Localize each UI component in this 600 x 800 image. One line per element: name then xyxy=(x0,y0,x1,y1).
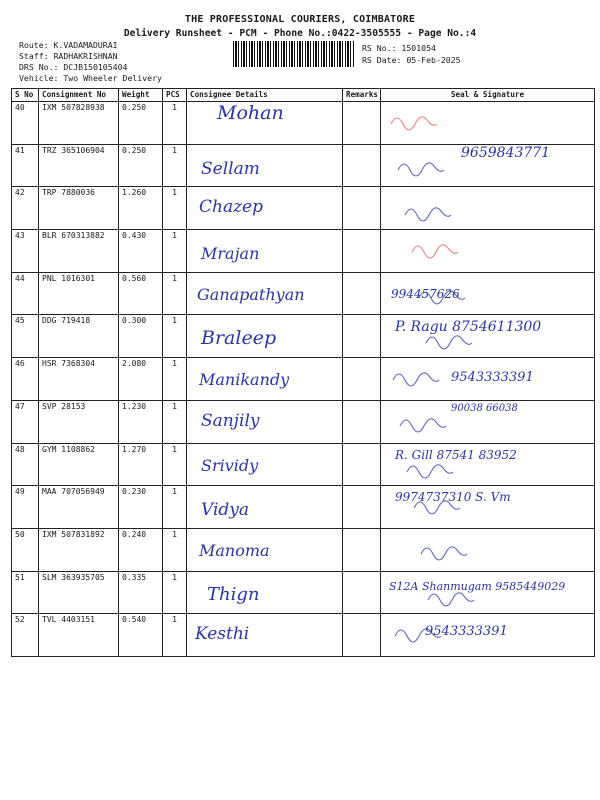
row-seal-signature xyxy=(381,230,595,273)
row-sno xyxy=(12,358,39,401)
row-remarks xyxy=(343,102,381,145)
table-row xyxy=(12,614,595,657)
col-sno: S No xyxy=(12,89,39,102)
row-consignment-no xyxy=(39,528,119,571)
row-pcs-text: 1 xyxy=(172,273,177,283)
row-sno xyxy=(12,571,39,614)
row-sno-text: 42 xyxy=(15,188,25,198)
table-row xyxy=(12,272,595,315)
consignee-handwritten-name: Mohan xyxy=(217,102,284,124)
row-consignment-no xyxy=(39,144,119,187)
row-remarks xyxy=(343,144,381,187)
row-pcs xyxy=(163,443,187,486)
signature-scribble xyxy=(381,614,595,654)
row-pcs xyxy=(163,400,187,443)
row-weight-text: 0.430 xyxy=(122,231,147,241)
signature-scribble xyxy=(381,401,595,441)
col-weight: Weight xyxy=(119,89,163,102)
table-row xyxy=(12,230,595,273)
consignee-handwritten-name: Braleep xyxy=(201,327,277,350)
row-weight-text: 0.240 xyxy=(122,529,147,539)
row-consignee xyxy=(187,528,343,571)
row-consignee xyxy=(187,400,343,443)
row-weight-text: 0.335 xyxy=(122,572,147,582)
row-pcs-text: 1 xyxy=(172,188,177,198)
seal-handwritten-text: R. Gill 87541 83952 xyxy=(395,447,517,462)
row-sno xyxy=(12,187,39,230)
col-pcs: PCS xyxy=(163,89,187,102)
row-sno-text: 46 xyxy=(15,359,25,369)
row-consignment-no-text: IXM 507828938 xyxy=(42,103,105,112)
row-weight xyxy=(119,272,163,315)
seal-handwritten-text: 9659843771 xyxy=(461,144,551,161)
seal-handwritten-text: 90038 66038 xyxy=(451,402,518,414)
row-pcs-text: 1 xyxy=(172,529,177,539)
table-header-row xyxy=(12,89,595,102)
row-consignment-no xyxy=(39,358,119,401)
row-consignee xyxy=(187,571,343,614)
rs-date: RS Date: 05-Feb-2025 xyxy=(362,55,461,65)
row-seal-signature xyxy=(381,358,595,401)
row-sno xyxy=(12,144,39,187)
row-sno-text: 50 xyxy=(15,529,25,539)
seal-handwritten-text: S12A Shanmugam 9585449029 xyxy=(389,579,566,593)
row-seal-signature xyxy=(381,102,595,145)
row-consignee xyxy=(187,230,343,273)
rs-number: RS No.: 1501054 xyxy=(362,43,436,53)
row-remarks xyxy=(343,315,381,358)
row-weight xyxy=(119,571,163,614)
row-remarks xyxy=(343,571,381,614)
signature-scribble xyxy=(381,187,595,227)
row-pcs-text: 1 xyxy=(172,103,177,112)
row-sno xyxy=(12,315,39,358)
row-sno-text: 43 xyxy=(15,231,25,241)
row-remarks xyxy=(343,486,381,529)
row-pcs-text: 1 xyxy=(172,145,177,155)
signature-stroke xyxy=(421,547,467,560)
row-seal-signature xyxy=(381,144,595,187)
row-weight xyxy=(119,144,163,187)
vehicle-label: Vehicle: Two Wheeler Delivery xyxy=(19,73,162,83)
row-weight-text: 1.230 xyxy=(122,401,147,411)
table-row xyxy=(12,187,595,230)
row-consignment-no xyxy=(39,187,119,230)
row-consignment-no xyxy=(39,571,119,614)
signature-stroke xyxy=(391,117,437,130)
row-pcs-text: 1 xyxy=(172,231,177,241)
row-seal-signature xyxy=(381,315,595,358)
row-consignment-no xyxy=(39,443,119,486)
row-consignment-no xyxy=(39,102,119,145)
row-pcs xyxy=(163,230,187,273)
table-row xyxy=(12,443,595,486)
row-consignment-no xyxy=(39,272,119,315)
row-pcs xyxy=(163,571,187,614)
signature-stroke xyxy=(400,419,446,432)
row-weight-text: 0.230 xyxy=(122,487,147,497)
row-pcs-text: 1 xyxy=(172,316,177,326)
row-consignee xyxy=(187,486,343,529)
row-sno xyxy=(12,272,39,315)
consignee-handwritten-name: Chazep xyxy=(199,197,263,218)
row-weight xyxy=(119,230,163,273)
row-consignee xyxy=(187,272,343,315)
row-sno xyxy=(12,528,39,571)
row-consignment-no-text: TRP 7880036 xyxy=(42,188,95,198)
row-weight-text: 1.260 xyxy=(122,188,147,198)
row-pcs-text: 1 xyxy=(172,572,177,582)
row-seal-signature xyxy=(381,486,595,529)
row-remarks xyxy=(343,272,381,315)
row-sno-text: 49 xyxy=(15,487,25,497)
consignee-handwritten-name: Mrajan xyxy=(201,244,260,264)
signature-scribble xyxy=(381,572,595,612)
row-weight xyxy=(119,315,163,358)
table-row xyxy=(12,571,595,614)
row-consignee xyxy=(187,144,343,187)
row-consignment-no-text: DDG 719418 xyxy=(42,316,91,326)
col-consignee: Consignee Details xyxy=(187,89,343,102)
row-consignment-no xyxy=(39,486,119,529)
seal-handwritten-text: 9974737310 S. Vm xyxy=(395,490,511,505)
row-remarks xyxy=(343,528,381,571)
row-sno xyxy=(12,443,39,486)
row-sno-text: 52 xyxy=(15,615,25,625)
row-consignee xyxy=(187,358,343,401)
row-pcs-text: 1 xyxy=(172,444,177,454)
col-remarks: Remarks xyxy=(343,89,381,102)
row-consignment-no xyxy=(39,614,119,657)
table-row xyxy=(12,144,595,187)
row-pcs xyxy=(163,272,187,315)
row-pcs xyxy=(163,187,187,230)
row-pcs-text: 1 xyxy=(172,487,177,497)
barcode xyxy=(233,41,355,67)
runsheet-table xyxy=(11,88,595,657)
row-pcs-text: 1 xyxy=(172,359,177,369)
row-pcs xyxy=(163,358,187,401)
row-sno-text: 48 xyxy=(15,444,25,454)
row-consignee xyxy=(187,187,343,230)
signature-stroke xyxy=(428,592,474,605)
row-sno xyxy=(12,614,39,657)
seal-handwritten-text: 9543333391 xyxy=(451,370,534,386)
signature-stroke xyxy=(412,245,458,258)
consignee-handwritten-name: Kesthi xyxy=(195,624,250,645)
row-pcs xyxy=(163,528,187,571)
row-consignment-no-text: BLR 670313882 xyxy=(42,231,105,241)
row-consignment-no xyxy=(39,315,119,358)
row-consignee xyxy=(187,614,343,657)
row-pcs xyxy=(163,614,187,657)
row-consignment-no-text: HSR 7368304 xyxy=(42,359,95,369)
row-sno xyxy=(12,400,39,443)
col-seal: Seal & Signature xyxy=(381,89,595,102)
table-row xyxy=(12,358,595,401)
signature-stroke xyxy=(398,162,444,175)
table-row xyxy=(12,315,595,358)
row-sno-text: 44 xyxy=(15,273,25,283)
row-consignment-no xyxy=(39,230,119,273)
route-label: Route: K.VADAMADURAI xyxy=(19,40,118,50)
table-row xyxy=(12,528,595,571)
signature-scribble xyxy=(381,315,595,355)
signature-scribble xyxy=(381,230,595,270)
row-sno xyxy=(12,486,39,529)
table-row xyxy=(12,102,595,145)
row-sno xyxy=(12,230,39,273)
row-consignee xyxy=(187,102,343,145)
consignee-handwritten-name: Srividy xyxy=(201,455,259,475)
row-seal-signature xyxy=(381,571,595,614)
row-pcs xyxy=(163,315,187,358)
drs-label: DRS No.: DCJB150105404 xyxy=(19,62,128,72)
row-pcs xyxy=(163,144,187,187)
signature-scribble xyxy=(381,273,595,313)
row-weight-text: 0.300 xyxy=(122,316,147,326)
signature-stroke xyxy=(407,464,453,477)
row-pcs-text: 1 xyxy=(172,401,177,411)
row-weight xyxy=(119,102,163,145)
signature-scribble xyxy=(381,102,595,142)
row-remarks xyxy=(343,614,381,657)
consignee-handwritten-name: Vidya xyxy=(201,500,250,521)
row-weight xyxy=(119,358,163,401)
row-weight xyxy=(119,528,163,571)
consignee-handwritten-name: Sanjily xyxy=(201,410,260,431)
row-consignment-no-text: IXM 507831892 xyxy=(42,529,105,539)
row-consignment-no xyxy=(39,400,119,443)
table-row xyxy=(12,486,595,529)
signature-scribble xyxy=(381,486,595,526)
row-pcs xyxy=(163,102,187,145)
row-consignee xyxy=(187,315,343,358)
signature-stroke xyxy=(395,629,441,642)
row-weight xyxy=(119,614,163,657)
row-consignment-no-text: SVP 28153 xyxy=(42,401,86,411)
seal-handwritten-text: 9543333391 xyxy=(425,624,508,640)
signature-scribble xyxy=(381,358,595,398)
consignee-handwritten-name: Ganapathyan xyxy=(197,284,305,304)
runsheet-subtitle: Delivery Runsheet - PCM - Phone No.:0422-3505555 - Page No.:4 xyxy=(123,28,477,39)
signature-stroke xyxy=(426,336,472,349)
row-consignment-no-text: TVL 4403151 xyxy=(42,615,95,625)
row-weight-text: 2.080 xyxy=(122,359,147,369)
row-sno-text: 47 xyxy=(15,401,25,411)
row-seal-signature xyxy=(381,443,595,486)
consignee-handwritten-name: Manoma xyxy=(199,540,270,560)
row-consignment-no-text: SLM 363935705 xyxy=(42,572,105,582)
row-consignment-no-text: TRZ 365106904 xyxy=(42,145,105,155)
row-weight xyxy=(119,400,163,443)
row-seal-signature xyxy=(381,187,595,230)
row-sno-text: 45 xyxy=(15,316,25,326)
row-consignment-no-text: GYM 1108862 xyxy=(42,444,95,454)
row-sno-text: 41 xyxy=(15,145,25,155)
row-remarks xyxy=(343,400,381,443)
row-consignment-no-text: PNL 1016301 xyxy=(42,273,95,283)
consignee-handwritten-name: Sellam xyxy=(201,158,260,179)
signature-stroke xyxy=(393,373,439,386)
company-title: THE PROFESSIONAL COURIERS, COIMBATORE xyxy=(184,14,416,25)
row-pcs-text: 1 xyxy=(172,615,177,625)
seal-handwritten-text: 994457626 xyxy=(391,286,460,301)
row-sno-text: 51 xyxy=(15,572,25,582)
row-seal-signature xyxy=(381,400,595,443)
table-row xyxy=(12,400,595,443)
row-weight-text: 1.270 xyxy=(122,444,147,454)
consignee-handwritten-name: Thign xyxy=(207,583,260,605)
row-remarks xyxy=(343,358,381,401)
row-sno xyxy=(12,102,39,145)
signature-stroke xyxy=(405,208,451,221)
row-remarks xyxy=(343,443,381,486)
col-consignment: Consignment No xyxy=(39,89,119,102)
row-weight xyxy=(119,187,163,230)
row-weight-text: 0.250 xyxy=(122,103,147,112)
row-consignment-no-text: MAA 707056949 xyxy=(42,487,105,497)
signature-stroke xyxy=(419,291,465,304)
row-weight xyxy=(119,486,163,529)
row-weight-text: 0.250 xyxy=(122,145,147,155)
row-weight-text: 0.560 xyxy=(122,273,147,283)
row-weight-text: 0.540 xyxy=(122,615,147,625)
row-consignee xyxy=(187,443,343,486)
staff-label: Staff: RADHAKRISHNAN xyxy=(19,51,118,61)
row-seal-signature xyxy=(381,528,595,571)
row-weight xyxy=(119,443,163,486)
consignee-handwritten-name: Manikandy xyxy=(199,370,290,390)
row-remarks xyxy=(343,187,381,230)
signature-scribble xyxy=(381,444,595,484)
row-seal-signature xyxy=(381,614,595,657)
signature-scribble xyxy=(381,145,595,185)
signature-stroke xyxy=(414,501,460,514)
seal-handwritten-text: P. Ragu 8754611300 xyxy=(395,319,542,336)
row-pcs xyxy=(163,486,187,529)
row-sno-text: 40 xyxy=(15,103,25,112)
row-seal-signature xyxy=(381,272,595,315)
signature-scribble xyxy=(381,529,595,569)
row-remarks xyxy=(343,230,381,273)
